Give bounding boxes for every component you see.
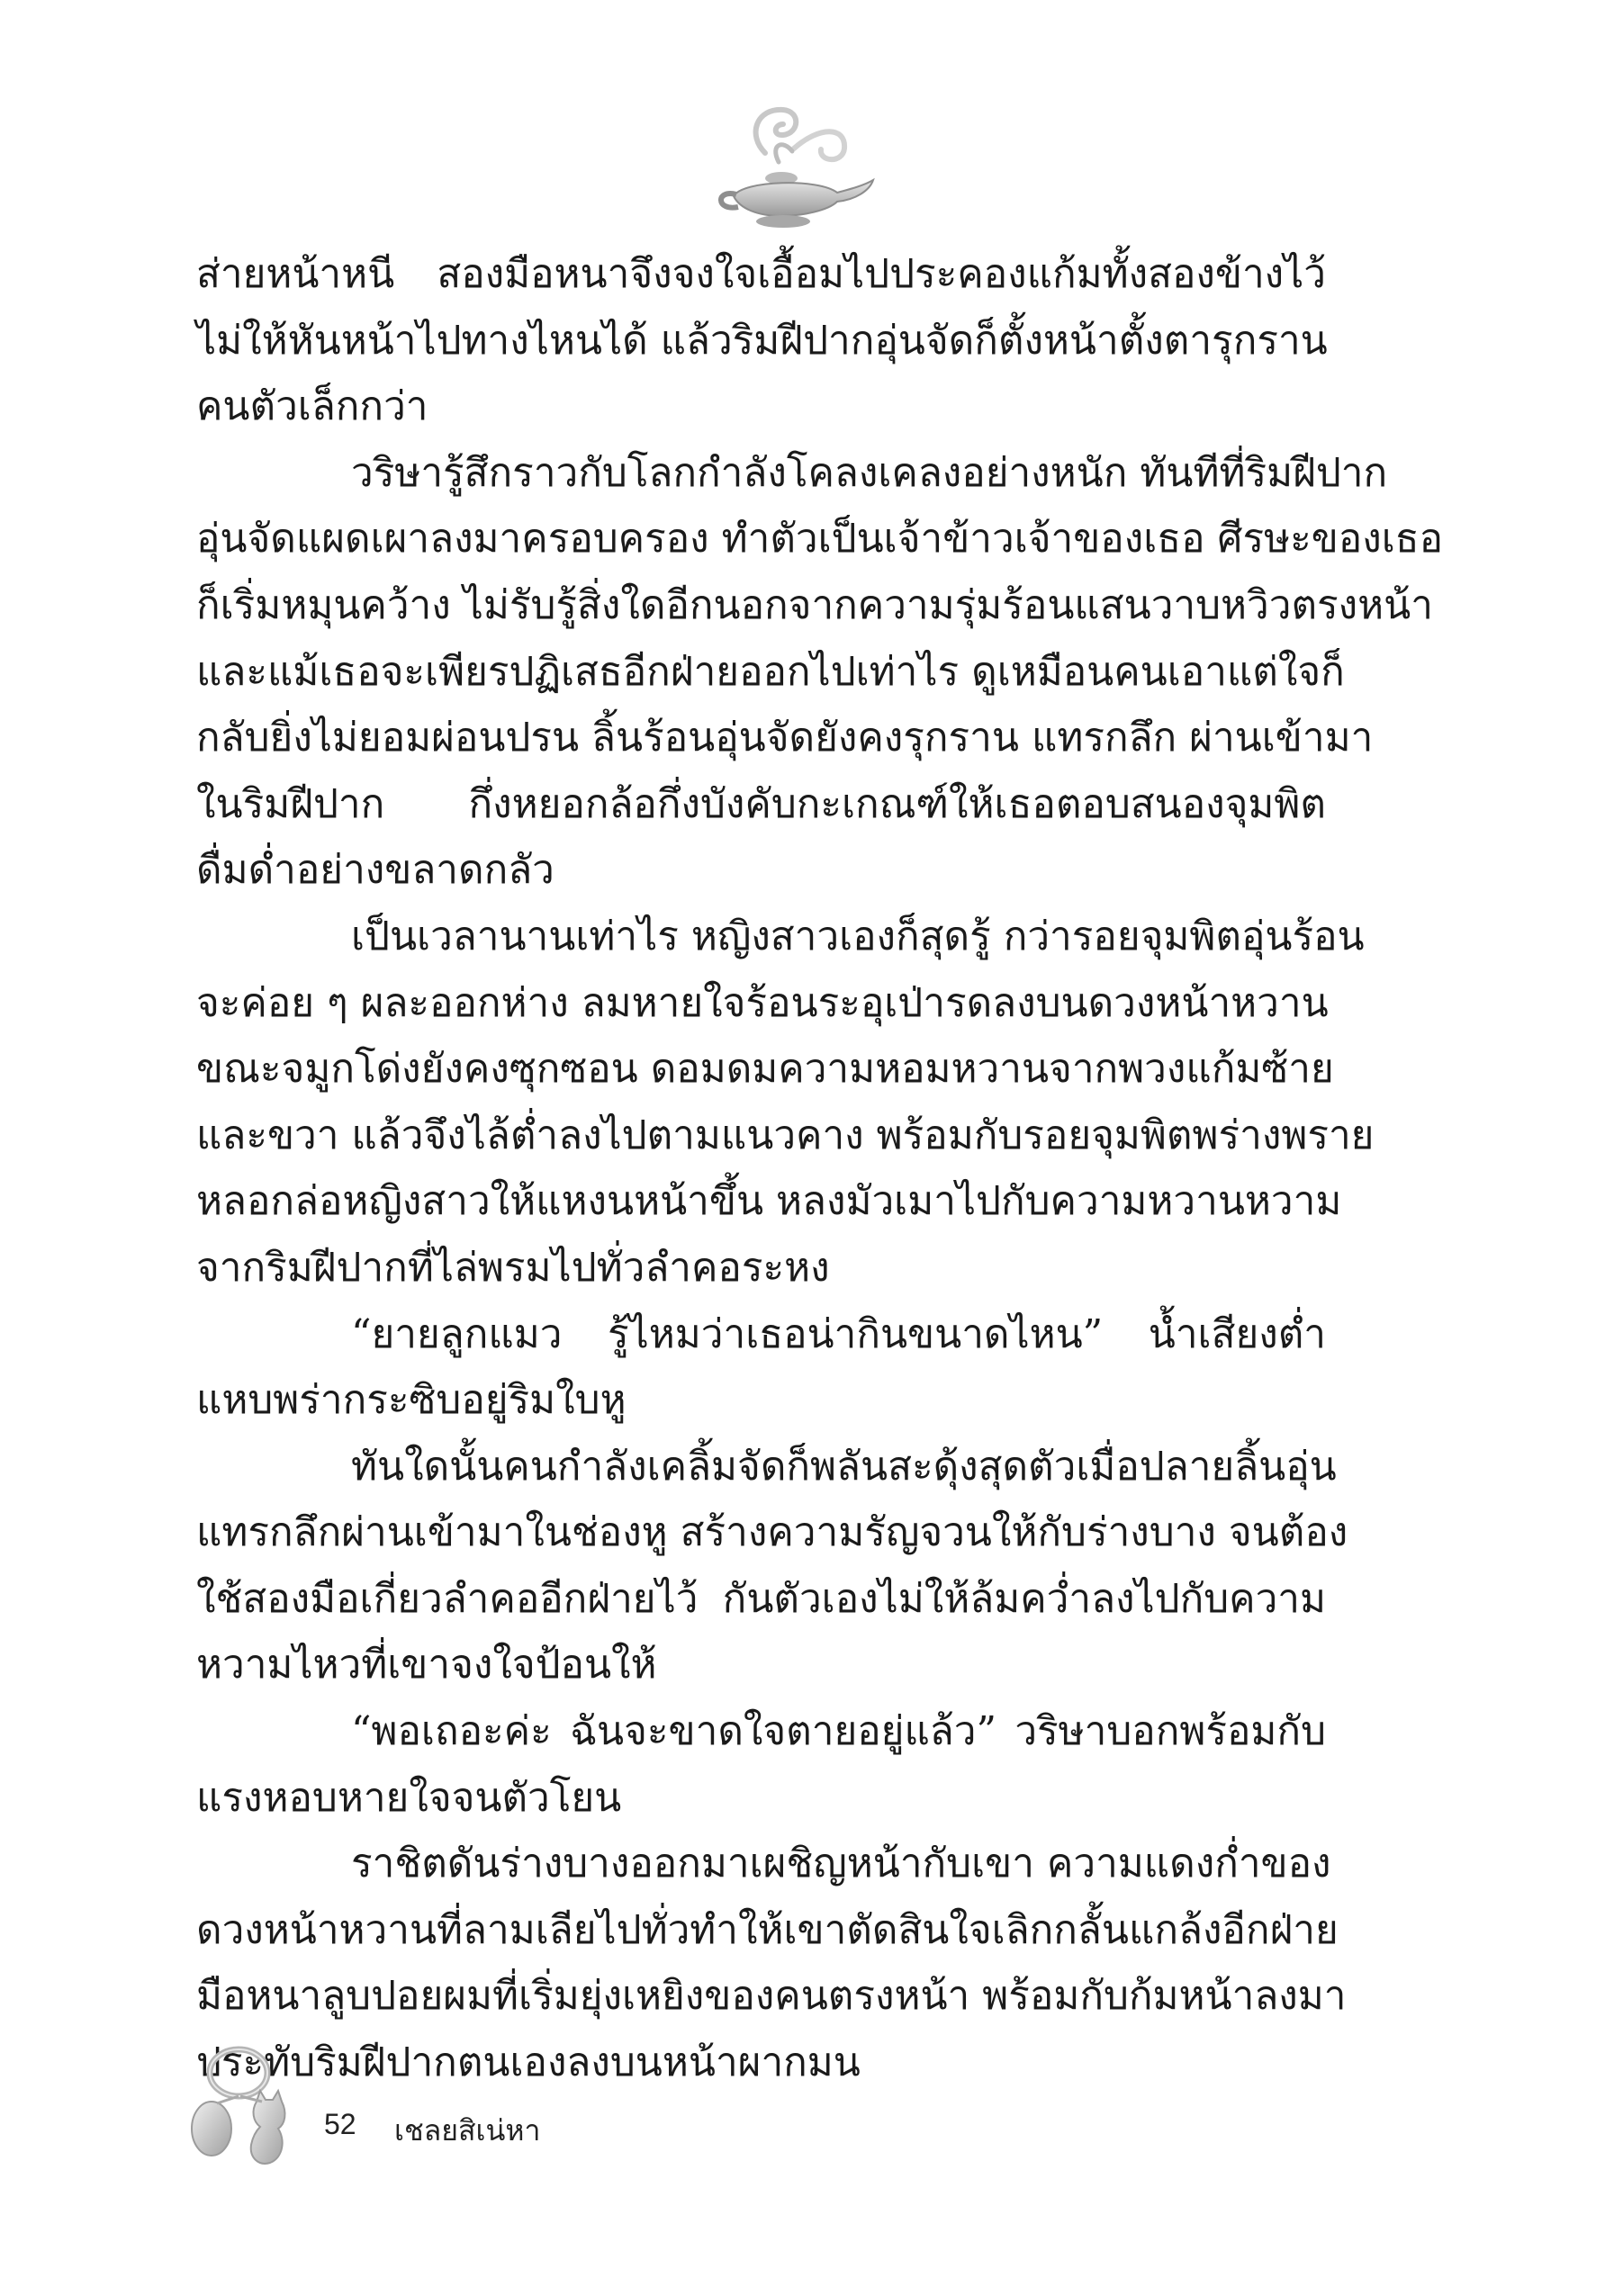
text-line: ประทับริมฝีปากตนเองลงบนหน้าผากมน	[196, 2039, 861, 2086]
text-line: ทันใดนั้นคนกำลังเคลิ้มจัดก็พลันสะดุ้งสุดตัวเมื่อปลายลิ้นอุ่น	[351, 1443, 1337, 1490]
text-line: เป็นเวลานานเท่าไร หญิงสาวเองก็สุดรู้ กว่ารอยจุมพิตอุ่นร้อน	[351, 913, 1365, 959]
text-line: ดื่มด่ำอย่างขลาดกลัว	[196, 847, 555, 894]
text-line: และแม้เธอจะเพียรปฏิเสธอีกฝ่ายออกไปเท่าไร ดูเหมือนคนเอาแต่ใจก็	[196, 648, 1345, 695]
text-line: “ยายลูกแมว รู้ไหมว่าเธอน่ากินขนาดไหน” น้ำเสียงต่ำ	[351, 1310, 1326, 1357]
text-line: “พอเถอะค่ะ ฉันจะขาดใจตายอยู่แล้ว” วริษาบอกพร้อมกับ	[351, 1708, 1326, 1755]
text-line: แรงหอบหายใจจนตัวโยน	[196, 1774, 622, 1821]
text-line: ราชิตดันร่างบางออกมาเผชิญหน้ากับเขา ความแดงก่ำของ	[351, 1841, 1331, 1887]
text-line: คนตัวเล็กกว่า	[196, 383, 428, 430]
text-line: ใช้สองมือเกี่ยวลำคออีกฝ่ายไว้ กันตัวเองไม่ให้ล้มคว่ำลงไปกับความ	[196, 1575, 1326, 1622]
text-line: หลอกล่อหญิงสาวให้แหงนหน้าขึ้น หลงมัวเมาไปกับความหวานหวาม	[196, 1178, 1342, 1225]
keychain-cat-icon	[185, 2039, 302, 2174]
text-line: แหบพร่ากระซิบอยู่ริมใบหู	[196, 1377, 627, 1424]
page-number: 52	[324, 2108, 356, 2140]
running-title: เชลยสิเน่หา	[394, 2114, 541, 2147]
text-line: หวามไหวที่เขาจงใจป้อนให้	[196, 1642, 657, 1688]
genie-lamp-icon	[693, 99, 891, 243]
text-line: มือหนาลูบปอยผมที่เริ่มยุ่งเหยิงของคนตรงหน้า พร้อมกับก้มหน้าลงมา	[196, 1973, 1347, 2020]
text-line: ดวงหน้าหวานที่ลามเลียไปทั่วทำให้เขาตัดสินใจเลิกกลั้นแกล้งอีกฝ่าย	[196, 1906, 1339, 1953]
text-line: ขณะจมูกโด่งยังคงซุกซอน ดอมดมความหอมหวานจากพวงแก้มซ้าย	[196, 1046, 1334, 1093]
text-line: ส่ายหน้าหนี สองมือหนาจึงจงใจเอื้อมไปประคองแก้มทั้งสองข้างไว้	[196, 251, 1326, 297]
text-line: และขวา แล้วจึงไล้ต่ำลงไปตามแนวคาง พร้อมกับรอยจุมพิตพร่างพราย	[196, 1112, 1375, 1158]
text-line: แทรกลึกผ่านเข้ามาในช่องหู สร้างความรัญจวนให้กับร่างบาง จนต้อง	[196, 1509, 1348, 1556]
page-footer	[185, 2039, 725, 2174]
text-line: อุ่นจัดแผดเผาลงมาครอบครอง ทำตัวเป็นเจ้าข้าวเจ้าของเธอ ศีรษะของเธอ	[196, 516, 1444, 563]
body-text	[196, 241, 1444, 2096]
text-line: จะค่อย ๆ ผละออกห่าง ลมหายใจร้อนระอุเป่ารดลงบนดวงหน้าหวาน	[196, 979, 1329, 1026]
text-line: ไม่ให้หันหน้าไปทางไหนได้ แล้วริมฝีปากอุ่นจัดก็ตั้งหน้าตั้งตารุกราน	[196, 317, 1328, 364]
text-line: กลับยิ่งไม่ยอมผ่อนปรน ลิ้นร้อนอุ่นจัดยังคงรุกราน แทรกลึก ผ่านเข้ามา	[196, 715, 1374, 761]
text-line: ก็เริ่มหมุนคว้าง ไม่รับรู้สิ่งใดอีกนอกจากความรุ่มร้อนแสนวาบหวิวตรงหน้า	[196, 581, 1433, 628]
text-line: จากริมฝีปากที่ไล่พรมไปทั่วลำคอระหง	[196, 1244, 830, 1291]
text-line: ในริมฝีปาก กึ่งหยอกล้อกึ่งบังคับกะเกณฑ์ให้เธอตอบสนองจุมพิต	[196, 780, 1326, 827]
text-line: วริษารู้สึกราวกับโลกกำลังโคลงเคลงอย่างหนัก ทันทีที่ริมฝีปาก	[351, 449, 1388, 496]
